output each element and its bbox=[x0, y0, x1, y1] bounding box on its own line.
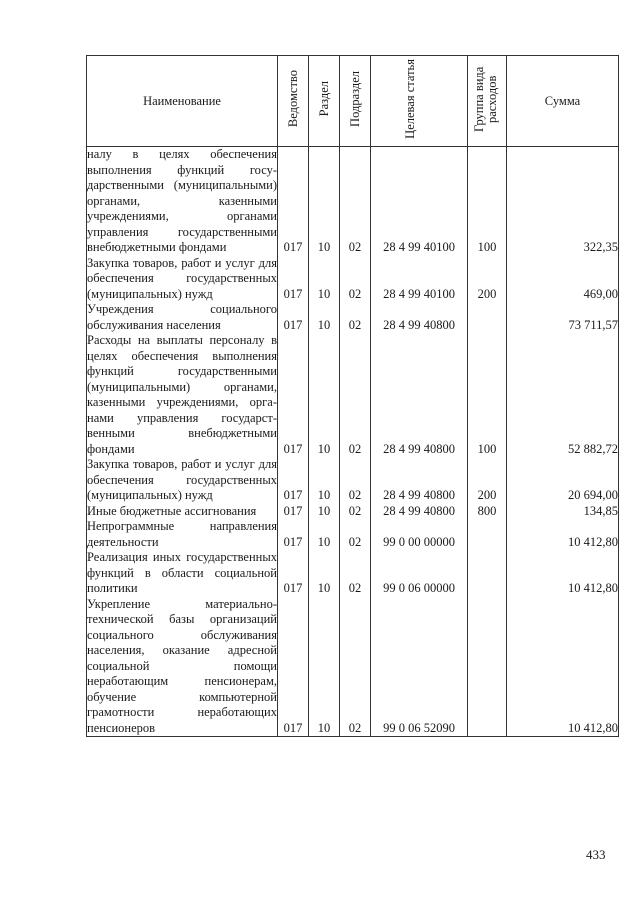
row-podrazdel-cell: 02 bbox=[340, 333, 371, 457]
table-row bbox=[87, 302, 619, 333]
row-vedomstvo-cell: 017 bbox=[278, 147, 309, 256]
row-summa-cell: 10 412,80 bbox=[507, 519, 619, 550]
row-vedomstvo-cell: 017 bbox=[278, 302, 309, 333]
row-gruppa-cell: 800 bbox=[468, 504, 507, 520]
row-name-cell: Учреждения социального обслуживания населения bbox=[87, 302, 277, 332]
row-podrazdel-cell: 02 bbox=[340, 457, 371, 504]
header-name: Наименование bbox=[87, 56, 278, 147]
row-razdel-cell: 10 bbox=[309, 302, 340, 333]
table-header-row bbox=[87, 56, 619, 147]
row-summa-cell: 73 711,57 bbox=[507, 302, 619, 333]
header-podrazdel: Подраздел bbox=[340, 56, 371, 147]
row-podrazdel-cell: 02 bbox=[340, 302, 371, 333]
row-podrazdel-cell: 02 bbox=[340, 147, 371, 256]
row-gruppa-cell: 100 bbox=[468, 333, 507, 457]
row-vedomstvo-cell: 017 bbox=[278, 550, 309, 597]
row-podrazdel-cell: 02 bbox=[340, 256, 371, 303]
row-celevaya-statya-cell: 28 4 99 40100 bbox=[371, 147, 468, 256]
row-summa-cell: 469,00 bbox=[507, 256, 619, 303]
row-podrazdel-cell: 02 bbox=[340, 550, 371, 597]
row-vedomstvo-cell: 017 bbox=[278, 504, 309, 520]
budget-table bbox=[86, 55, 619, 737]
row-name-cell: налу в целях обеспечения выполнения функций государственными (муниципальными) органами, казенными учреждениями, органами управления государственными внебюджетными фондами bbox=[87, 147, 277, 254]
row-vedomstvo-cell: 017 bbox=[278, 597, 309, 737]
row-summa-cell: 10 412,80 bbox=[507, 597, 619, 737]
row-name-cell: Укрепление материально-технической базы организаций социального обслуживания населения, оказание адресной социальной помощи неработающим пенсионерам, обучение компьютерной грамотности неработающих пенсионеров bbox=[87, 596, 277, 735]
header-celevaya-statya: Целевая статья bbox=[371, 56, 468, 147]
row-podrazdel-cell: 02 bbox=[340, 519, 371, 550]
header-razdel: Раздел bbox=[309, 56, 340, 147]
row-razdel-cell: 10 bbox=[309, 519, 340, 550]
row-name-cell: Иные бюджетные ассигнования bbox=[87, 504, 278, 520]
row-summa-cell: 10 412,80 bbox=[507, 550, 619, 597]
page-number: 433 bbox=[586, 847, 606, 862]
row-podrazdel-cell: 02 bbox=[340, 504, 371, 520]
row-summa-cell: 134,85 bbox=[507, 504, 619, 520]
row-gruppa-cell bbox=[468, 302, 507, 333]
row-celevaya-statya-cell: 28 4 99 40100 bbox=[371, 256, 468, 303]
row-gruppa-cell: 100 bbox=[468, 147, 507, 256]
row-summa-cell: 52 882,72 bbox=[507, 333, 619, 457]
row-gruppa-cell bbox=[468, 597, 507, 737]
row-razdel-cell: 10 bbox=[309, 147, 340, 256]
header-vedomstvo: Ведомство bbox=[278, 56, 309, 147]
row-razdel-cell: 10 bbox=[309, 457, 340, 504]
row-celevaya-statya-cell: 99 0 06 00000 bbox=[371, 550, 468, 597]
row-celevaya-statya-cell: 28 4 99 40800 bbox=[371, 302, 468, 333]
row-razdel-cell: 10 bbox=[309, 256, 340, 303]
row-celevaya-statya-cell: 99 0 00 00000 bbox=[371, 519, 468, 550]
row-name-cell: Закупка товаров, работ и услуг для обеспечения государственных (муниципальных) нужд bbox=[87, 457, 277, 502]
row-razdel-cell: 10 bbox=[309, 597, 340, 737]
row-name-cell: Расходы на выплаты персоналу в целях обеспечения выполнения функций государственными (муниципальными) органами, казенными учреждениями, органами управления государственными внебюджетными фондами bbox=[87, 333, 277, 456]
row-razdel-cell: 10 bbox=[309, 333, 340, 457]
table-row bbox=[87, 147, 619, 256]
row-celevaya-statya-cell: 28 4 99 40800 bbox=[371, 333, 468, 457]
row-summa-cell: 322,35 bbox=[507, 147, 619, 256]
table-row bbox=[87, 597, 619, 737]
row-gruppa-cell bbox=[468, 519, 507, 550]
header-summa: Сумма bbox=[507, 56, 619, 147]
row-celevaya-statya-cell: 99 0 06 52090 bbox=[371, 597, 468, 737]
row-vedomstvo-cell: 017 bbox=[278, 519, 309, 550]
row-gruppa-cell: 200 bbox=[468, 457, 507, 504]
row-razdel-cell: 10 bbox=[309, 504, 340, 520]
table-row bbox=[87, 550, 619, 597]
table-row bbox=[87, 457, 619, 504]
row-razdel-cell: 10 bbox=[309, 550, 340, 597]
table-row bbox=[87, 519, 619, 550]
row-summa-cell: 20 694,00 bbox=[507, 457, 619, 504]
table-row bbox=[87, 333, 619, 457]
row-podrazdel-cell: 02 bbox=[340, 597, 371, 737]
table-row bbox=[87, 504, 619, 520]
row-name-cell: Непрограммные направления деятельности bbox=[87, 519, 277, 549]
row-vedomstvo-cell: 017 bbox=[278, 457, 309, 504]
row-name-cell: Закупка товаров, работ и услуг для обеспечения государственных (муниципальных) нужд bbox=[87, 255, 277, 301]
row-celevaya-statya-cell: 28 4 99 40800 bbox=[371, 504, 468, 520]
row-gruppa-cell bbox=[468, 550, 507, 597]
row-gruppa-cell: 200 bbox=[468, 256, 507, 303]
row-celevaya-statya-cell: 28 4 99 40800 bbox=[371, 457, 468, 504]
row-vedomstvo-cell: 017 bbox=[278, 256, 309, 303]
row-name-cell: Реализация иных государственных функций в области социальной политики bbox=[87, 550, 277, 595]
table-row bbox=[87, 256, 619, 303]
row-vedomstvo-cell: 017 bbox=[278, 333, 309, 457]
header-gruppa-vida-rashodov: Группа вида расходов bbox=[468, 56, 507, 147]
